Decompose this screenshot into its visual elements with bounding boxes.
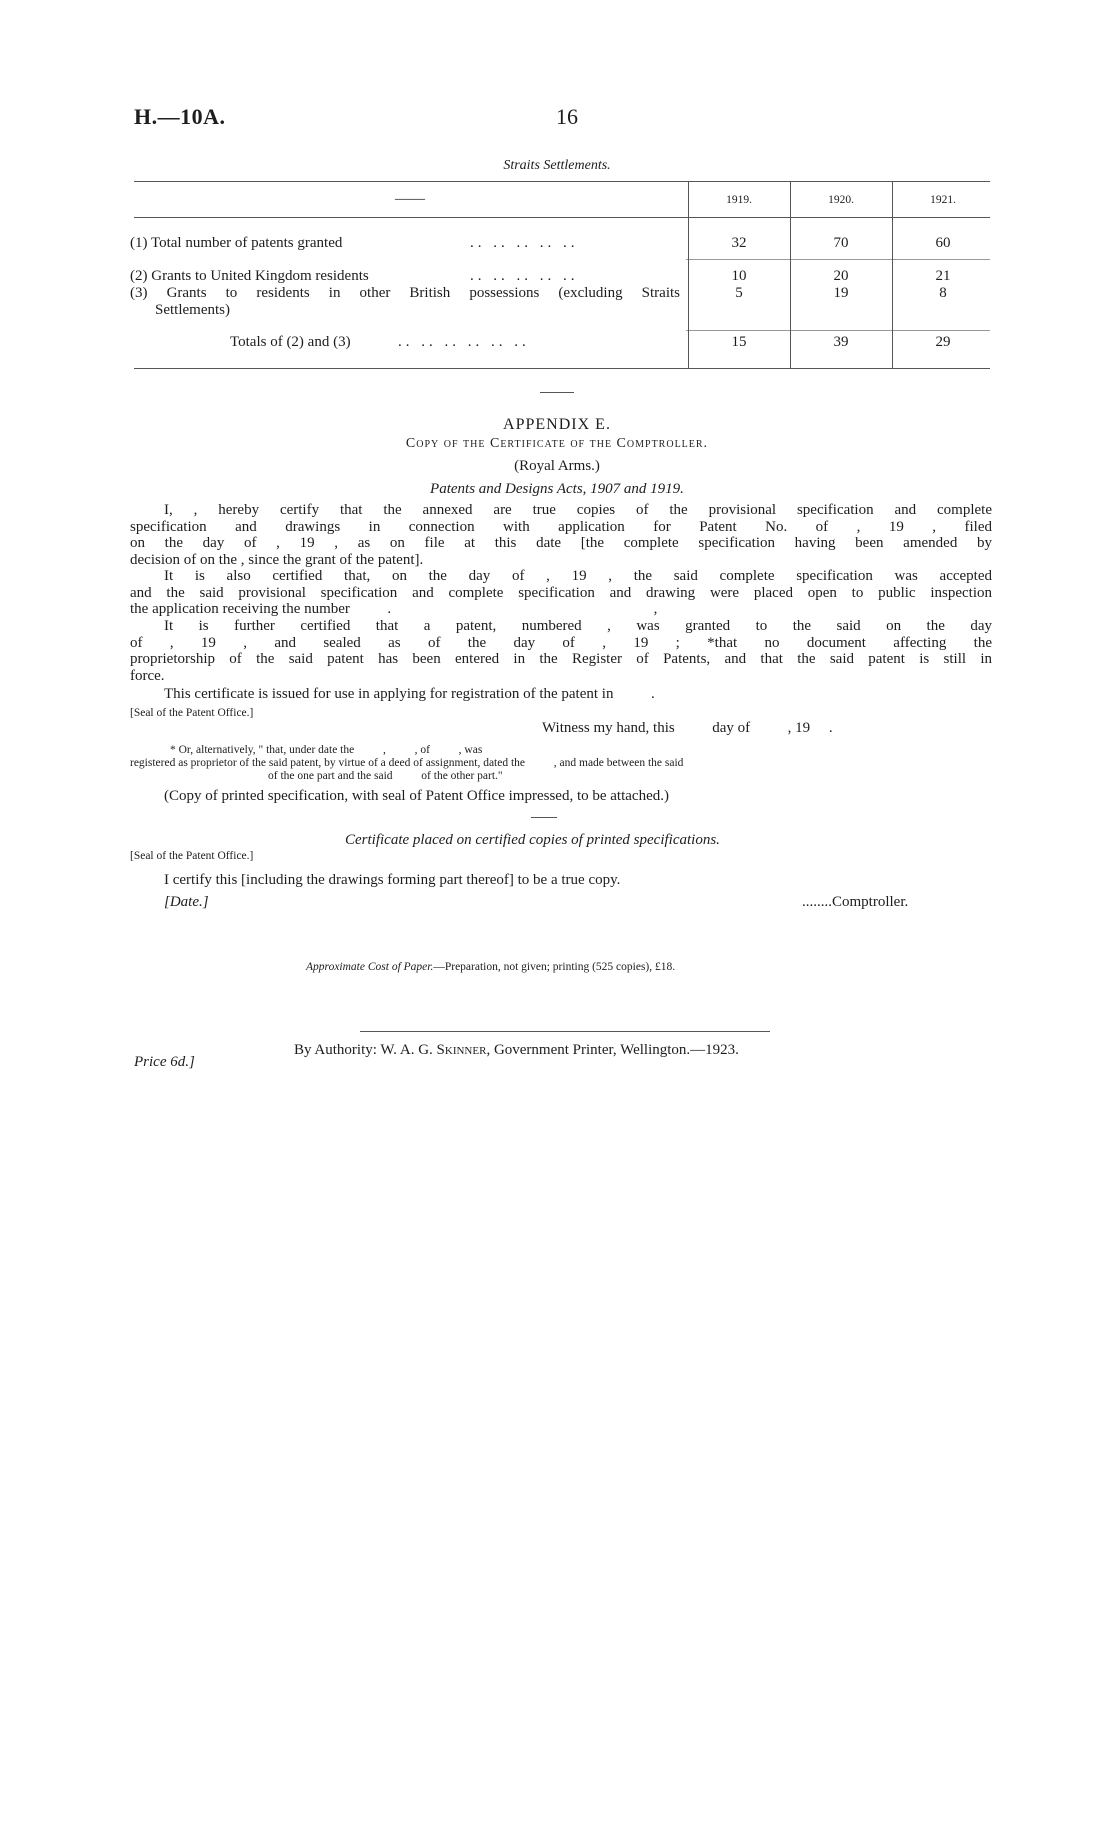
- leader-dots: .. .. .. .. ..: [470, 268, 579, 284]
- row-label: (2) Grants to United Kingdom residents: [130, 268, 369, 284]
- year-header: 1919.: [726, 194, 752, 206]
- row-label: (3) Grants to residents in other British possessions (excluding Straits: [130, 285, 680, 301]
- row-label-continued: Settlements): [155, 302, 230, 318]
- appendix-subheading: Copy of the Certificate of the Comptroller.: [405, 436, 709, 451]
- text-line: proprietorship of the said patent has been entered in the Register of Patents, and that the said patent is still in: [130, 651, 992, 667]
- table-cell: 5: [735, 285, 743, 301]
- footer-rule: [360, 1031, 770, 1032]
- table-top-rule: [134, 181, 990, 182]
- certificate-paragraph: [130, 618, 992, 684]
- text-line: This certificate is issued for use in applying for registration of the patent in .: [164, 686, 655, 702]
- certificate-paragraph: [130, 686, 992, 703]
- printer-name: Skinner: [436, 1042, 487, 1058]
- appendix-heading: APPENDIX E.: [503, 416, 611, 433]
- totals-label: Totals of (2) and (3): [230, 334, 351, 350]
- table-title: Straits Settlements.: [503, 158, 611, 173]
- certificate-paragraph: [130, 502, 992, 568]
- royal-arms: (Royal Arms.): [514, 458, 600, 474]
- table-cell: 32: [731, 235, 747, 251]
- text-line: of , 19 , and sealed as of the day of , 19 ; *that no document affecting the: [130, 634, 992, 651]
- table-bottom-rule: [134, 368, 990, 369]
- footnote-line: * Or, alternatively, " that, under date the , , of , was: [170, 744, 483, 756]
- table-cell: 19: [833, 285, 849, 301]
- cost-label: Approximate Cost of Paper.: [306, 961, 434, 973]
- year-header: 1921.: [930, 194, 956, 206]
- text-line: on the day of , 19 , as on file at this date [the complete specification having been amended by: [130, 535, 992, 551]
- text-line: It is further certified that a patent, numbered , was granted to the said on the day: [164, 618, 992, 634]
- section-divider: [531, 817, 557, 818]
- corner-dash: ——: [395, 191, 425, 207]
- certificate-heading: Certificate placed on certified copies of printed specifications.: [345, 832, 720, 848]
- table-cell: 29: [935, 334, 951, 350]
- certify-line: I certify this [including the drawings forming part thereof] to be a true copy.: [164, 872, 621, 888]
- comptroller-signature: ........Comptroller.: [802, 894, 909, 910]
- seal-note: [Seal of the Patent Office.]: [130, 707, 254, 719]
- footnote-line: registered as proprietor of the said patent, by virtue of a deed of assignment, dated the , and made between the said: [130, 757, 684, 769]
- date-placeholder: [Date.]: [164, 894, 209, 910]
- acts-title: Patents and Designs Acts, 1907 and 1919.: [430, 481, 684, 497]
- table-cell: 60: [935, 235, 951, 251]
- table-cell: 39: [833, 334, 849, 350]
- authority-prefix: By Authority: W. A. G.: [294, 1042, 437, 1058]
- header-rule: [134, 217, 990, 218]
- page-number: 16: [556, 104, 578, 129]
- printer-authority: [294, 1042, 739, 1059]
- document-code: H.—10A.: [134, 104, 226, 129]
- cost-note: [306, 961, 675, 973]
- certificate-paragraph: [130, 568, 992, 618]
- text-line: It is also certified that, on the day of , 19 , the said complete specification was accepted: [164, 568, 992, 584]
- table-cell: 8: [939, 285, 947, 301]
- table-cell: 70: [833, 235, 849, 251]
- text-line: and the said provisional specification and complete specification and drawing were placed open to public inspection: [130, 584, 992, 601]
- column-rule: [892, 181, 893, 368]
- seal-note: [Seal of the Patent Office.]: [130, 850, 254, 862]
- table-cell: 21: [935, 268, 951, 284]
- year-header: 1920.: [828, 194, 854, 206]
- row-rule: [686, 259, 990, 260]
- totals-rule: [686, 330, 990, 331]
- table-cell: 15: [731, 334, 747, 350]
- text-line: specification and drawings in connection with application for Patent No. of , 19 , filed: [130, 518, 992, 535]
- text-line: force.: [130, 667, 165, 684]
- text-line: decision of on the , since the grant of the patent].: [130, 551, 424, 568]
- column-rule: [688, 181, 689, 368]
- text-line: I, , hereby certify that the annexed are true copies of the provisional specification and complete: [164, 502, 992, 518]
- cost-text: —Preparation, not given; printing (525 copies), £18.: [433, 961, 676, 973]
- leader-dots: .. .. .. .. ..: [470, 235, 579, 251]
- authority-suffix: , Government Printer, Wellington.—1923.: [486, 1042, 739, 1058]
- leader-dots: .. .. .. .. .. ..: [398, 334, 530, 350]
- copy-note: (Copy of printed specification, with seal of Patent Office impressed, to be attached.): [164, 788, 669, 804]
- text-line: the application receiving the number . ,: [130, 601, 658, 617]
- row-label: (1) Total number of patents granted: [130, 235, 343, 251]
- footnote-line: of the one part and the said of the other part.": [268, 770, 503, 782]
- column-rule: [790, 181, 791, 368]
- section-divider: [540, 392, 574, 393]
- table-cell: 20: [833, 268, 849, 284]
- price-note: Price 6d.]: [134, 1054, 195, 1070]
- witness-line: Witness my hand, this day of , 19 .: [542, 720, 833, 736]
- table-cell: 10: [731, 268, 747, 284]
